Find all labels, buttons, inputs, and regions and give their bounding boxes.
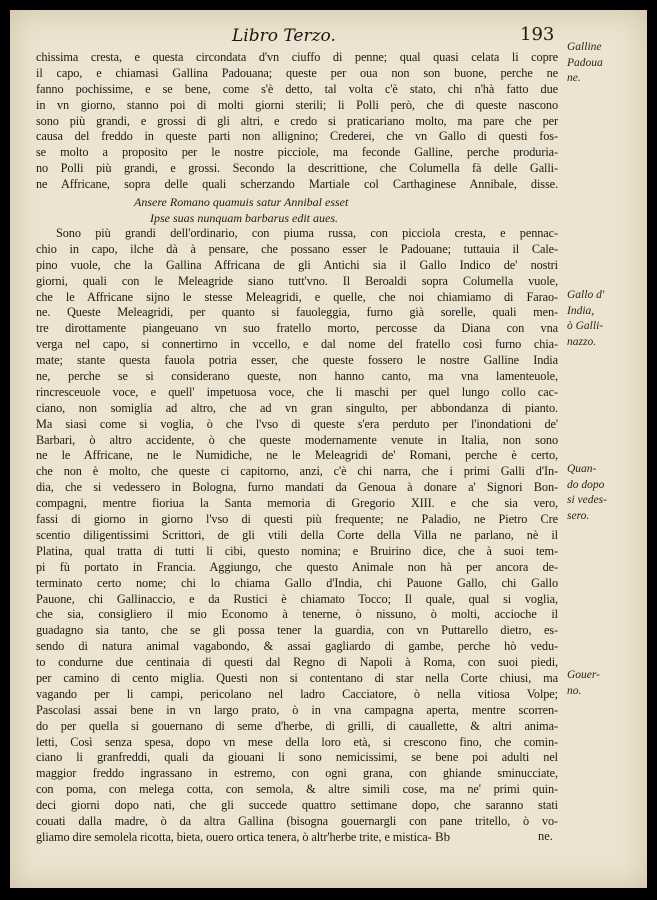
catchword: ne. — [538, 829, 553, 843]
text-line: in vn giorno, stanno poi di molti giorni sterili; li Polli però, che di queste nascono — [36, 97, 558, 112]
margin-note-line: si vedes- — [567, 494, 607, 506]
text-line: guadagno sia tanto, che se gli possa tener la guardia, con vn Puttarello dietro, es- — [36, 623, 558, 638]
text-line: maggior freddo ingrassano in estremo, con ogni grana, con ghiande sminucciate, — [36, 766, 558, 781]
text-line: mate; stante questa fauola potria esser, che queste fossero le nostre Galline India — [36, 353, 558, 368]
page-number: 193 — [520, 24, 555, 45]
text-line: ne le Affricane, ne le Numidiche, ne le Meleagridi de' Romani, perche è certo, — [36, 448, 558, 463]
text-line: chio in capo, ilche dà à pensare, che possano esser le Padouane; tuttauia il Cale- — [36, 241, 558, 256]
text-line: dia, che si vedessero in Bologna, furno mandati da Genoua à donare a' Signori Bon- — [36, 480, 558, 495]
signature-mark: Bb — [435, 829, 451, 844]
text-line: Sono più grandi dell'ordinario, con piuma russa, con picciola cresta, e pennac- — [56, 226, 558, 241]
text-line: tre dirottamente piangeuano vn suo fratello morto, percosse da Diana con vna — [36, 321, 558, 336]
text-line: il capo, e chiamasi Gallina Padouana; queste per oua non son buone, perche ne — [36, 65, 558, 80]
margin-note-line: ò Galli- — [567, 320, 604, 332]
text-line: no Polli più grandi, e grossi. Secondo la descrittione, che Columella fà delle Galli- — [36, 161, 558, 176]
text-body — [36, 50, 558, 846]
text-line: ne, perche se si considerano queste, non hanno canto, ma vna lamenteuole, — [36, 369, 558, 384]
text-line: se molto a proposito per le nostre picciole, ma feconde Galline, perche produria- — [36, 145, 558, 160]
margin-note-line: Galline — [567, 41, 602, 53]
text-line: per camino di cento miglia. Questi non si contentano di star nella Corte chiusi, ma — [36, 670, 558, 685]
margin-note-line: nazzo. — [567, 335, 597, 348]
text-line: Pauone, chi Gallinaccio, e da Rustici è chiamato Tocco; Il quale, qual si voglia, — [36, 591, 558, 606]
margin-note-line: ne. — [567, 72, 581, 84]
margin-note-galline-padouane — [567, 40, 645, 87]
text-line: do per quella si gouernano di seme d'herbe, di grilli, di cauallette, & altri anima- — [36, 718, 558, 733]
verse-quote — [36, 195, 558, 226]
text-line: giorni, quali con le Meleagride siano tutt'vno. Il Beroaldi sopra Columella vuole, — [36, 273, 558, 288]
text-line: che non è molto, che queste ci capitorno, anzi, c'è chi narra, che i primi Galli d'In- — [36, 464, 558, 479]
text-line: ne Affricane, sopra delle quali scherzando Martiale col Carthaginese Annibale, disse. — [36, 177, 558, 192]
text-line: vagando per li campi, pericolano nel ladro Cacciatore, ò nella vitiosa Volpe; — [36, 686, 558, 701]
text-line: scentio diligentissimi Scrittori, de gli vtili della Corte della Villa ne parlano, nè il — [36, 527, 558, 542]
running-title: Libro Terzo. — [232, 26, 336, 46]
text-line: sono più grandi, e grossi di gli altri, e credo si praticariano molto, ma pare che per — [36, 113, 558, 128]
text-line: che sia, consigliero il mio Economo à tenerne, ò nissuno, ò molti, accioche il — [36, 607, 558, 622]
text-line: che le Affricane sijno le stesse Meleagridi, e quelle, che noi chiamiamo di Farao- — [36, 289, 558, 304]
margin-note-line: India, — [567, 304, 595, 317]
text-line: pino vuole, che la Gallina Affricana de gli Antichi sia il Gallo Indico de' nostri — [36, 257, 558, 272]
text-line: couati dalla madre, ò da altra Gallina (bisogna gouernargli con pane tritello, ò vo- — [36, 813, 558, 828]
margin-note-line: sero. — [567, 509, 590, 522]
text-line: Barbari, ò altro accidente, ò che queste modernamente venute in Italia, non sono — [36, 432, 558, 447]
paragraph-1 — [36, 50, 558, 193]
margin-note-line: no. — [567, 684, 582, 697]
text-line: verga nel capo, si connertirno in vccello, e dal nome del fratello così furno chia- — [36, 337, 558, 352]
running-header — [10, 24, 647, 48]
text-line: to condurne due centinaia di questi dal Regno di Napoli à Roma, con suoi piedi, — [36, 655, 558, 670]
margin-note-quando — [567, 462, 645, 524]
margin-note-gallo-india — [567, 288, 645, 350]
verse-line: Ansere Romano quamuis satur Annibal esset — [134, 195, 349, 210]
book-page — [10, 10, 647, 888]
margin-note-line: Quan- — [567, 463, 597, 475]
text-line: fanno pochissime, e se bene, come s'è detto, tal volta c'è stato, chi n'hà fatto due — [36, 81, 558, 96]
text-line: Platina, qual tratta di tutti li cibi, questo nomina; e Bruirino dice, che à suoi tem- — [36, 543, 558, 558]
text-line: causa del freddo in queste parti non allignino; Crederei, che vn Gallo di questi fos- — [36, 129, 558, 144]
paragraph-2 — [36, 226, 558, 846]
text-line: fassi di giorno in giorno l'vso di questi più frequente; ne Paladio, ne Pietro Cre — [36, 512, 558, 527]
text-line: chissima cresta, e questa circondata d'vn ciuffo di penne; qual quasi celata li copre — [36, 50, 558, 64]
margin-note-line: Gallo d' — [567, 289, 605, 301]
text-line: ciano, non somiglia ad altro, che ad vn gran singulto, per abbondanza di pianto. — [36, 400, 558, 415]
margin-note-governo — [567, 668, 645, 699]
text-line: deci giorni dopo nati, che gli succede quattro settimane dopo, che saranno stati — [36, 798, 558, 813]
text-line: ne. Queste Meleagridi, per quanto si fauoleggia, furno già sorelle, quali men- — [36, 305, 558, 320]
margin-note-line: Padoua — [567, 56, 603, 69]
margin-note-line: Gouer- — [567, 669, 600, 681]
text-line: compagni, mentre fioriua la Santa memoria di Gregorio XIII. e che sia vero, — [36, 496, 558, 511]
text-line: terminato certo nome; chi lo chiama Gallo d'India, chi Pauone Gallo, chi Gallo — [36, 575, 558, 590]
margin-note-line: do dopo — [567, 478, 605, 491]
text-line: letti, Così senza spesa, dopo vn mese della loro età, si crescono fino, che comin- — [36, 734, 558, 749]
text-line: Ma siasi come si voglia, ò che l'vso di queste s'era perduto per l'inondationi de' — [36, 416, 558, 431]
text-line: con poma, con melega cotta, con semola, & altre simili cose, ma ne' primi quin- — [36, 782, 558, 797]
text-line: ciano li granfreddi, quali da giouani li sono nemicissimi, se bene poi adulti nel — [36, 750, 558, 765]
text-line: pi fù portato in Francia. Aggiungo, che questo Animale non hà per ancora de- — [36, 559, 558, 574]
verse-line: Ipse suas nunquam barbarus edit aues. — [150, 210, 338, 225]
text-line: gliamo dire semolela ricotta, bieta, ouero ortica tenera, ò altr'herbe trite, e mistica- — [36, 829, 432, 844]
text-line: sendo di natura animal vagabondo, & assai gagliardo di gambe, perche hò vedu- — [36, 639, 558, 654]
text-line: rincresceuole voce, e quell' impetuosa voce, che li maschi per quel lungo collo cac- — [36, 384, 558, 399]
text-line: Pascolasi assai bene in vn largo prato, ò in vna campagna aperta, mentre scorren- — [36, 702, 558, 717]
